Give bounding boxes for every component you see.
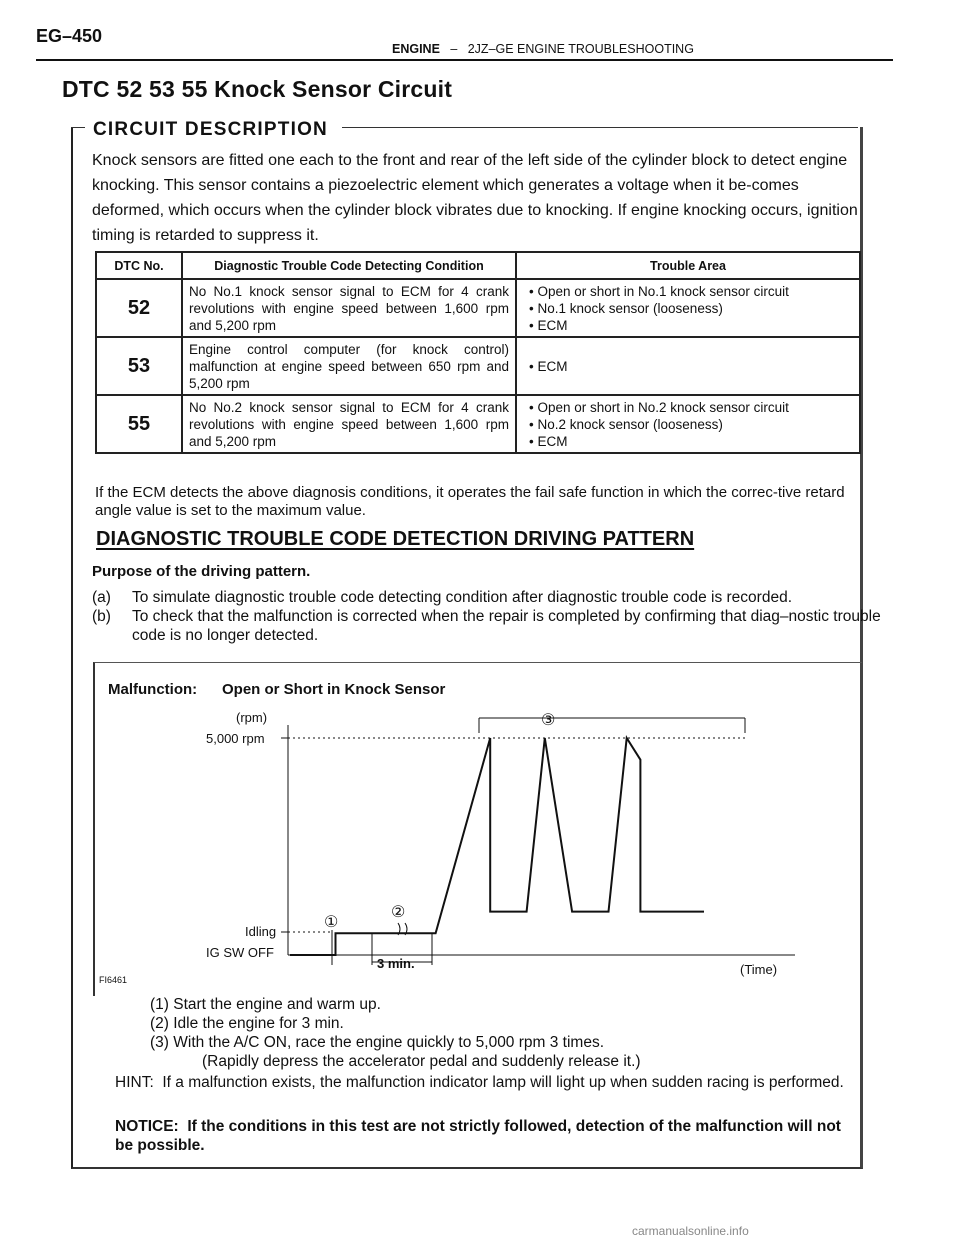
trouble-area (516, 395, 860, 453)
trouble-area (516, 279, 860, 337)
notice-block (115, 1117, 860, 1155)
trouble-area-item: • ECM (529, 358, 853, 375)
table-row (96, 279, 860, 337)
trouble-area-item: • No.2 knock sensor (looseness) (529, 416, 853, 433)
circuit-description-heading: CIRCUIT DESCRIPTION (93, 119, 328, 140)
detecting-condition: Engine control computer (for knock control) malfunction at engine speed between 650 rpm and 5,200 rpm (182, 337, 516, 395)
marker-3: ③ (541, 712, 556, 729)
page-title: DTC 52 53 55 Knock Sensor Circuit (62, 76, 453, 102)
chart-title: Open or Short in Knock Sensor (222, 681, 446, 698)
procedure-steps (150, 995, 641, 1071)
figure-id: FI6461 (99, 975, 128, 985)
table-row (96, 395, 860, 453)
running-header-section: ENGINE (392, 42, 440, 56)
step-item: (3) With the A/C ON, race the engine quickly to 5,000 rpm 3 times. (150, 1034, 605, 1051)
list-item-label: (a) (92, 589, 111, 606)
table-row (96, 337, 860, 395)
header-rule (36, 59, 893, 61)
step-item-note: (Rapidly depress the accelerator pedal and suddenly release it.) (202, 1053, 641, 1070)
detecting-condition: No No.2 knock sensor signal to ECM for 4 crank revolutions with engine speed between 1,600 rpm and 5,200 rpm (182, 395, 516, 453)
running-header-subsection: 2JZ–GE ENGINE TROUBLESHOOTING (467, 42, 694, 56)
dtc-code: 53 (96, 337, 182, 395)
step-item: (1) Start the engine and warm up. (150, 996, 381, 1013)
step-item: (2) Idle the engine for 3 min. (150, 1015, 344, 1032)
driving-pattern-heading: DIAGNOSTIC TROUBLE CODE DETECTION DRIVING PATTERN (96, 528, 695, 550)
marker-2: ② (391, 904, 406, 921)
running-header (392, 42, 694, 56)
driving-pattern-chart (95, 665, 860, 995)
notice-text: If the conditions in this test are not strictly followed, detection of the malfunction will not be possible. (115, 1118, 841, 1154)
detecting-condition: No No.1 knock sensor signal to ECM for 4 crank revolutions with engine speed between 1,600 rpm and 5,200 rpm (182, 279, 516, 337)
chart-title-label: Malfunction: (108, 681, 198, 698)
list-item-text: To check that the malfunction is corrected when the repair is completed by confirming that diag–nostic trouble code is no longer detected. (132, 608, 881, 644)
marker-1: ① (324, 914, 339, 931)
dtc-code: 55 (96, 395, 182, 453)
failsafe-text: If the ECM detects the above diagnosis conditions, it operates the fail safe function in which the correc-tive retard angle value is set to the maximum value. (95, 484, 845, 519)
frame-top-right-rule (342, 127, 858, 128)
trouble-area-item: • ECM (529, 317, 853, 334)
frame-top-left-rule (71, 127, 85, 128)
running-header-separator: – (450, 42, 458, 56)
list-item-label: (b) (92, 608, 111, 625)
hint-label: HINT: (115, 1074, 154, 1091)
watermark: carmanualsonline.info (632, 1224, 749, 1238)
purpose-list (92, 588, 882, 645)
trouble-area-item: • No.1 knock sensor (looseness) (529, 300, 853, 317)
engine-speed-line (290, 738, 704, 955)
dtc-table-header-row (96, 252, 860, 279)
duration-label: 3 min. (377, 956, 415, 971)
trouble-area (516, 337, 860, 395)
dtc-code: 52 (96, 279, 182, 337)
page-number: EG–450 (36, 26, 103, 46)
y-axis-label: (rpm) (236, 710, 268, 725)
trouble-area-col-header: Trouble Area (516, 252, 860, 279)
tick-label-ig-sw-off: IG SW OFF (206, 945, 274, 960)
trouble-area-item: • Open or short in No.1 knock sensor circuit (529, 283, 853, 300)
tick-label-idling: Idling (245, 924, 277, 939)
notice-label: NOTICE: (115, 1118, 179, 1135)
condition-col-header: Diagnostic Trouble Code Detecting Condition (182, 252, 516, 279)
hint-block (115, 1073, 855, 1093)
list-item (92, 588, 882, 607)
trouble-area-item: • ECM (529, 433, 853, 450)
dtc-table (95, 251, 861, 454)
dtc-col-header: DTC No. (96, 252, 182, 279)
tick-label-5000: 5,000 rpm (206, 731, 265, 746)
trouble-area-item: • Open or short in No.2 knock sensor circuit (529, 399, 853, 416)
circuit-description-text: Knock sensors are fitted one each to the front and rear of the left side of the cylinder block to detect engine knocking. This sensor contains a piezoelectric element which generates a voltage when it be-comes deformed, which occurs when the cylinder block vibrates due to knocking. If engine knocking occurs, ignition timing is retarded to suppress it. (92, 152, 858, 244)
x-axis-label: (Time) (740, 962, 778, 977)
list-item-text: To simulate diagnostic trouble code detecting condition after diagnostic trouble code is recorded. (132, 589, 793, 606)
list-item (92, 607, 882, 645)
hint-text: If a malfunction exists, the malfunction indicator lamp will light up when sudden racing is performed. (162, 1074, 844, 1091)
purpose-heading: Purpose of the driving pattern. (92, 563, 311, 580)
